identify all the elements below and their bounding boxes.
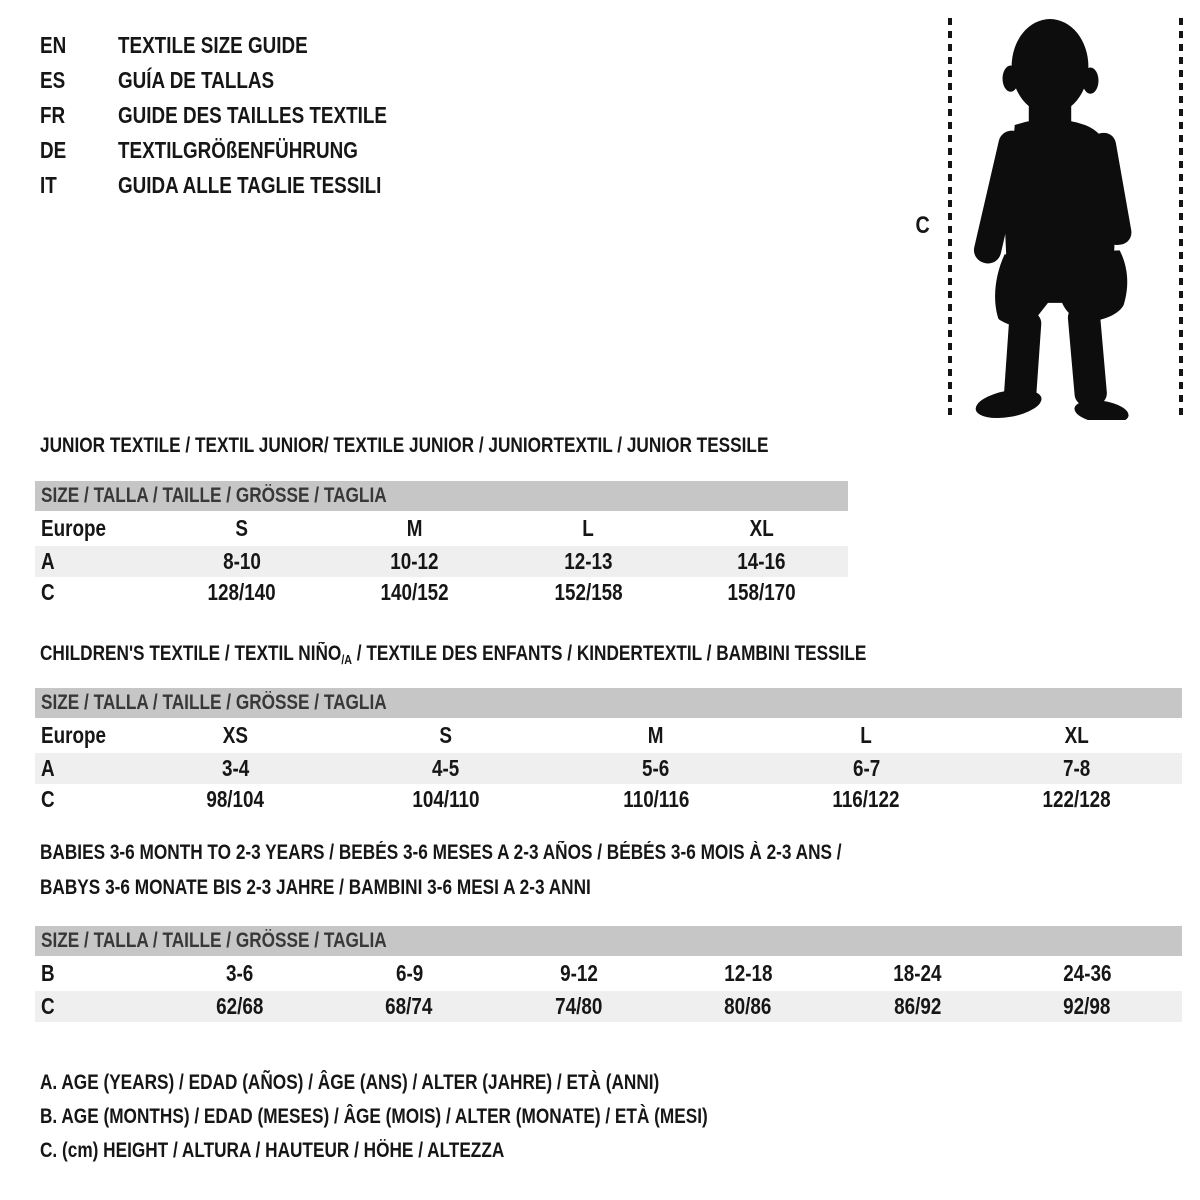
language-title: GUIDA ALLE TAGLIE TESSILI	[118, 172, 382, 198]
table-row	[35, 577, 848, 608]
column-header-cell: L	[860, 722, 873, 748]
table-row	[35, 991, 1182, 1022]
row-label-cell: B	[41, 960, 55, 986]
language-code: IT	[40, 172, 57, 198]
value-cell: 74/80	[555, 993, 603, 1019]
value-cell: 4-5	[431, 755, 460, 781]
babies-size-table	[35, 926, 1182, 1022]
column-header-cell: XS	[222, 722, 248, 748]
size-bar-label: SIZE / TALLA / TAILLE / GRÖSSE / TAGLIA	[41, 929, 387, 952]
toddler-silhouette-icon	[963, 16, 1137, 420]
value-cell: 104/110	[412, 786, 480, 812]
children-section-title: CHILDREN'S TEXTILE / TEXTIL $NIÑO_{/A}$ / TEXTILE DES ENFANTS / KINDERTEXTIL / BAMBINI TESSILE	[40, 642, 867, 667]
language-code: DE	[40, 137, 67, 163]
value-cell: 68/74	[385, 993, 433, 1019]
column-header-cell: L	[582, 515, 594, 541]
value-cell: 86/92	[894, 993, 942, 1019]
column-header-cell: S	[235, 515, 248, 541]
value-cell: 116/122	[832, 786, 900, 812]
measurement-legend	[40, 1066, 854, 1168]
value-cell: 128/140	[207, 579, 276, 605]
row-label-cell: A	[41, 548, 55, 574]
size-bar-label: SIZE / TALLA / TAILLE / GRÖSSE / TAGLIA	[41, 691, 387, 714]
value-cell: 12-18	[724, 960, 773, 986]
babies-section-title-line1: BABIES 3-6 MONTH TO 2-3 YEARS / BEBÉS 3-6 MESES A 2-3 AÑOS / BÉBÉS 3-6 MOIS À 2-3 ANS /	[40, 841, 842, 864]
language-row	[40, 168, 446, 203]
column-header-cell: Europe	[41, 722, 106, 748]
value-cell: 122/128	[1042, 786, 1111, 812]
table-row	[35, 784, 1182, 815]
value-cell: 12-13	[563, 548, 613, 574]
value-cell: 9-12	[559, 960, 598, 986]
language-code: ES	[40, 67, 66, 93]
value-cell: 3-4	[221, 755, 249, 781]
value-cell: 80/86	[724, 993, 772, 1019]
junior-size-table	[35, 481, 848, 608]
size-bar	[35, 926, 1182, 956]
language-title-list	[40, 28, 446, 203]
size-bar	[35, 688, 1182, 718]
table-row	[35, 511, 848, 546]
row-label-cell: C	[41, 579, 55, 605]
row-label-cell: A	[41, 755, 55, 781]
row-label-cell: C	[41, 786, 55, 812]
table-row	[35, 753, 1182, 784]
junior-section-title: JUNIOR TEXTILE / TEXTIL JUNIOR/ TEXTILE JUNIOR / JUNIORTEXTIL / JUNIOR TESSILE	[40, 434, 769, 457]
value-cell: 8-10	[222, 548, 261, 574]
value-cell: 92/98	[1063, 993, 1111, 1019]
value-cell: 6-9	[395, 960, 423, 986]
language-title: TEXTILGRÖßENFÜHRUNG	[118, 137, 358, 163]
language-row	[40, 133, 446, 168]
table-row	[35, 956, 1182, 991]
value-cell: 3-6	[226, 960, 254, 986]
children-size-table	[35, 688, 1182, 815]
height-marker-label: C	[915, 212, 930, 239]
column-header-cell: XL	[1064, 722, 1089, 748]
language-title: TEXTILE SIZE GUIDE	[118, 32, 308, 58]
row-label-cell: C	[41, 993, 55, 1019]
value-cell: 140/152	[380, 579, 449, 605]
value-cell: 110/116	[622, 786, 690, 812]
value-cell: 7-8	[1063, 755, 1091, 781]
language-row	[40, 28, 446, 63]
column-header-cell: XL	[749, 515, 774, 541]
value-cell: 5-6	[642, 755, 670, 781]
value-cell: 18-24	[893, 960, 942, 986]
language-title: GUÍA DE TALLAS	[118, 67, 275, 93]
children-title-subscript: /A	[341, 652, 352, 667]
value-cell: 14-16	[737, 548, 786, 574]
value-cell: 158/170	[727, 579, 796, 605]
language-title: GUIDE DES TAILLES TEXTILE	[118, 102, 387, 128]
column-header-cell: M	[407, 515, 423, 541]
value-cell: 62/68	[216, 993, 264, 1019]
size-bar	[35, 481, 848, 511]
language-code: FR	[40, 102, 66, 128]
language-row	[40, 98, 446, 133]
value-cell: 6-7	[852, 755, 881, 781]
language-row	[40, 63, 446, 98]
babies-section-title-line2: BABYS 3-6 MONATE BIS 2-3 JAHRE / BAMBINI 3-6 MESI A 2-3 ANNI	[40, 876, 591, 899]
column-header-cell: Europe	[41, 515, 106, 541]
value-cell: 98/104	[206, 786, 265, 812]
legend-line-a: A. AGE (YEARS) / EDAD (AÑOS) / ÂGE (ANS) / ALTER (JAHRE) / ETÀ (ANNI)	[40, 1071, 660, 1094]
legend-line-b: B. AGE (MONTHS) / EDAD (MESES) / ÂGE (MOIS) / ALTER (MONATE) / ETÀ (MESI)	[40, 1105, 708, 1128]
size-bar-label: SIZE / TALLA / TAILLE / GRÖSSE / TAGLIA	[41, 484, 387, 507]
value-cell: 10-12	[390, 548, 439, 574]
height-dashed-line-right	[1179, 18, 1183, 416]
legend-line-c: C. (cm) HEIGHT / ALTURA / HAUTEUR / HÖHE / ALTEZZA	[40, 1139, 505, 1162]
column-header-cell: M	[648, 722, 664, 748]
language-code: EN	[40, 32, 67, 58]
value-cell: 24-36	[1063, 960, 1112, 986]
height-dashed-line-left	[948, 18, 952, 416]
value-cell: 152/158	[554, 579, 623, 605]
column-header-cell: S	[439, 722, 452, 748]
table-row	[35, 546, 848, 577]
table-row	[35, 718, 1182, 753]
